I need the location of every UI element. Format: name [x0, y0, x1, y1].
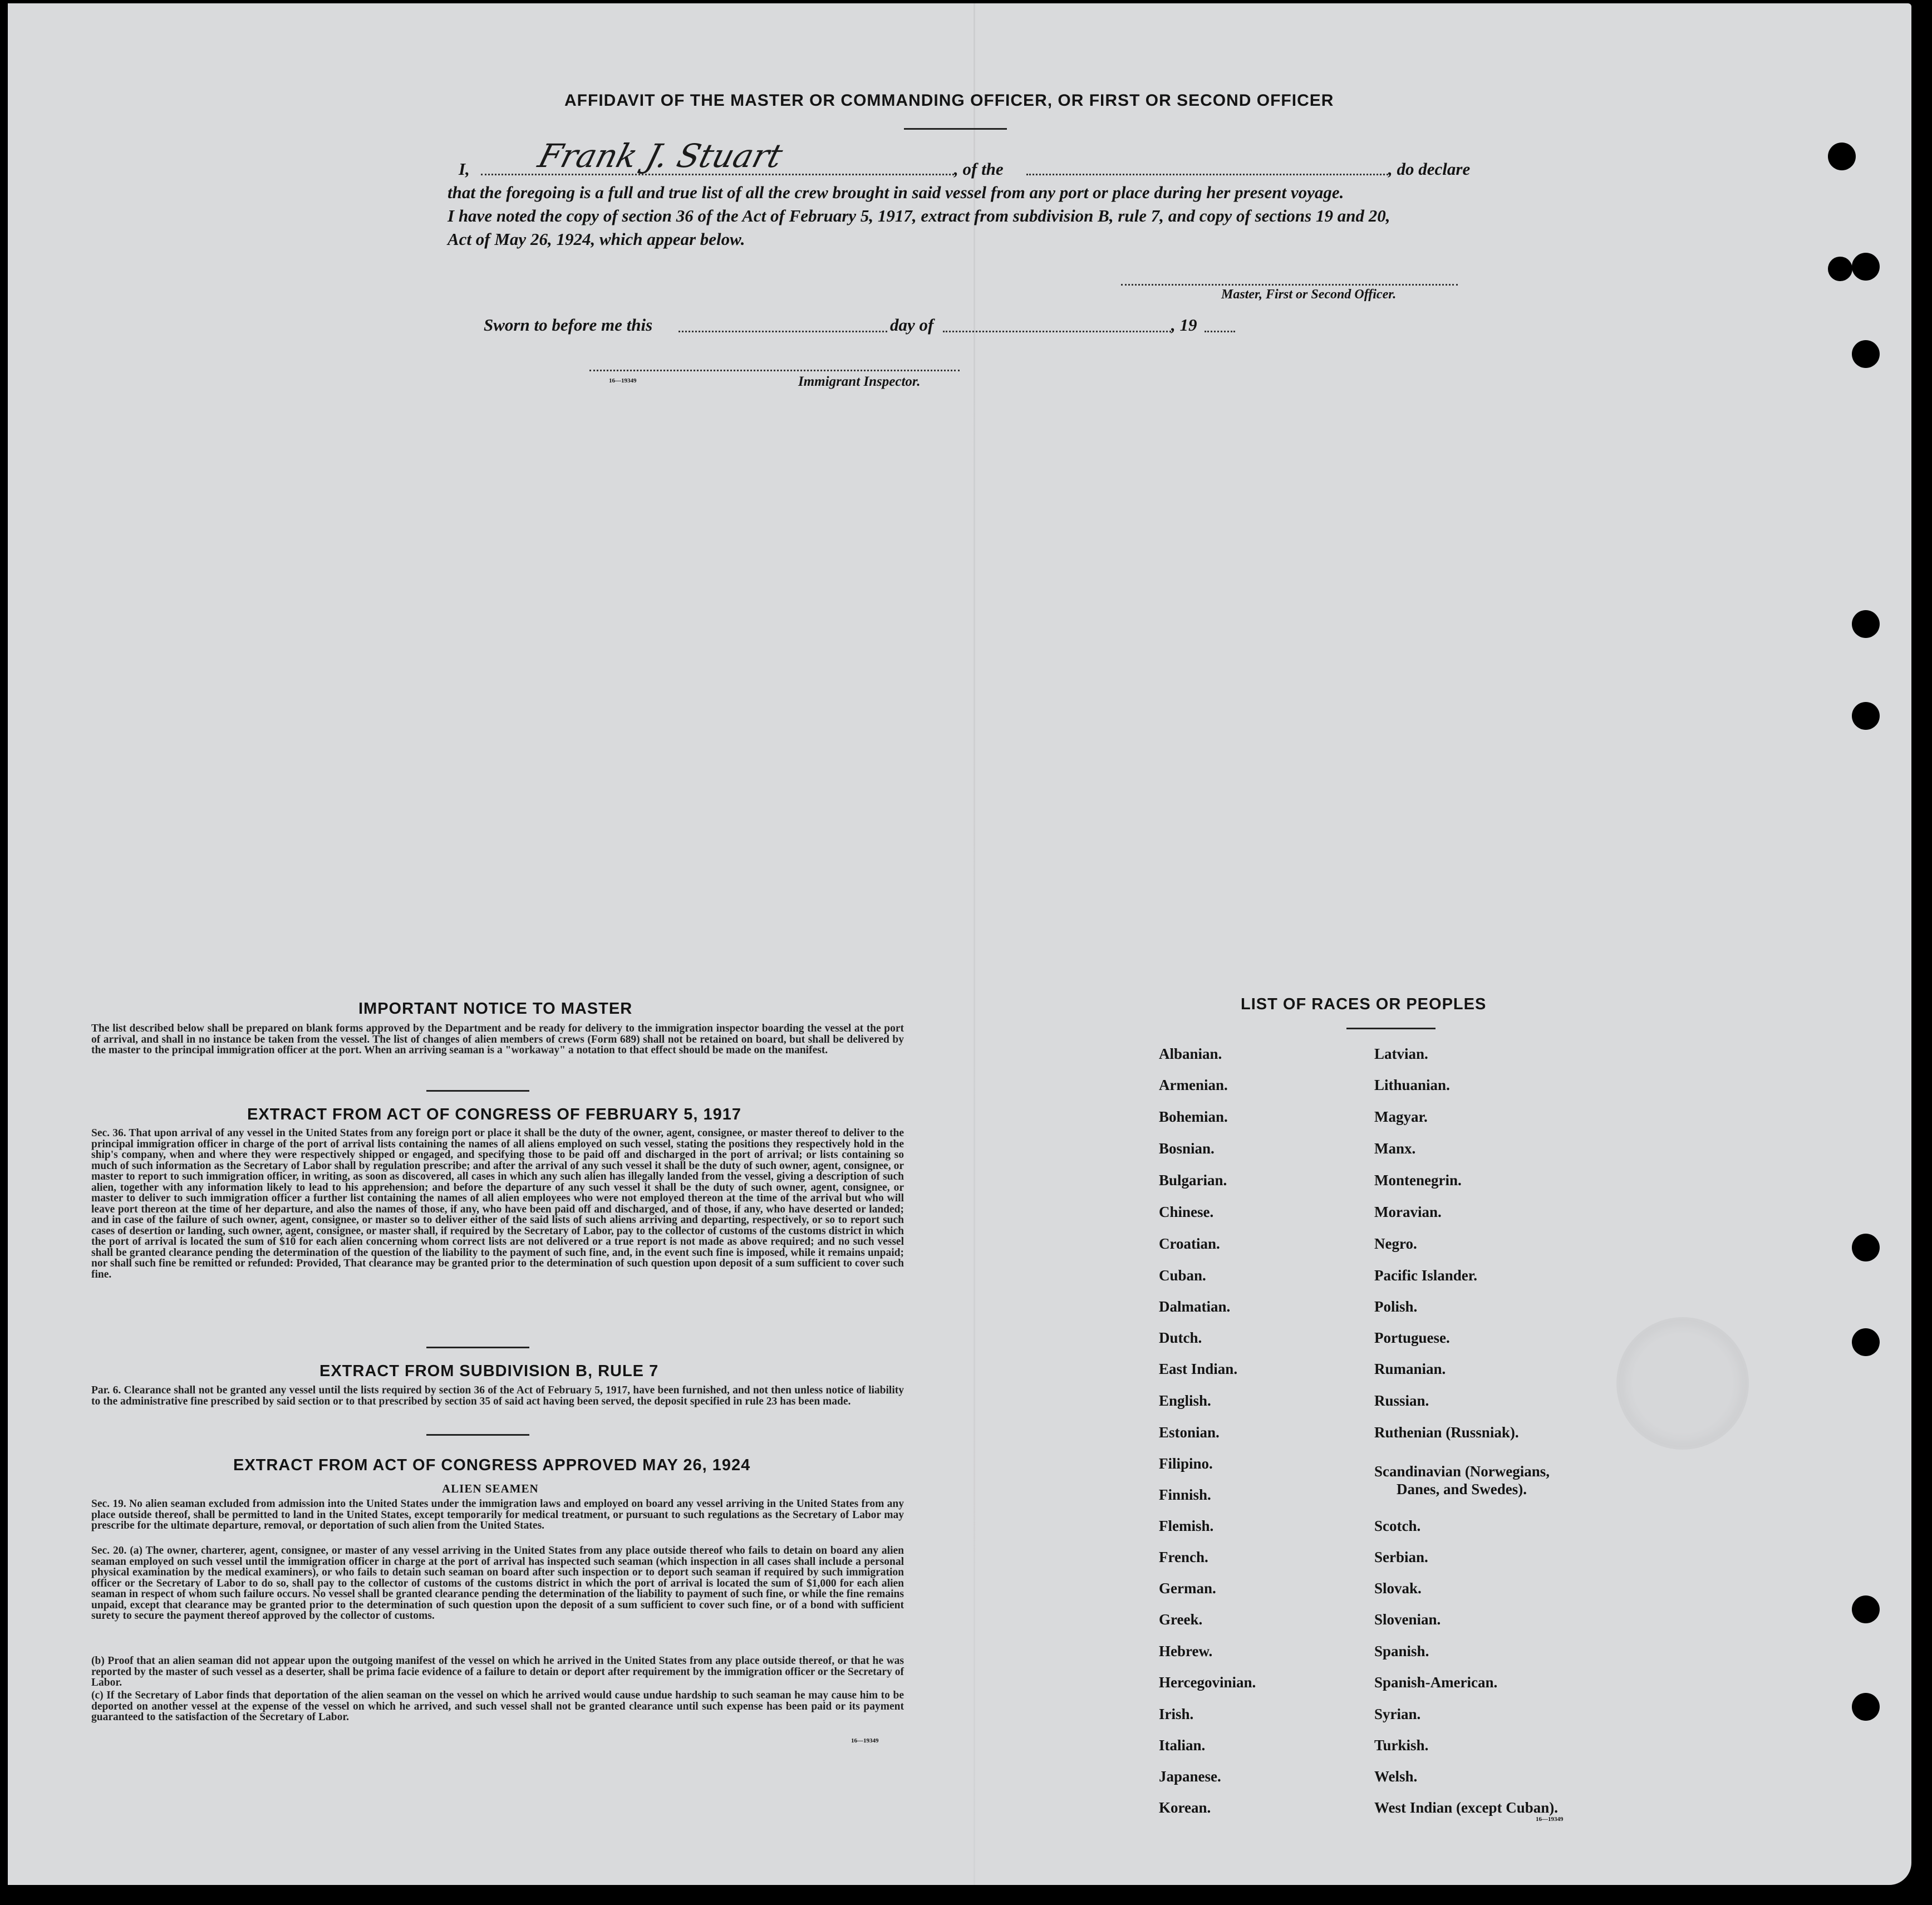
document-page [8, 3, 1911, 1885]
races-rule [1346, 1028, 1436, 1029]
race-left: Cuban. [1159, 1267, 1206, 1284]
race-right: Slovak. [1374, 1580, 1422, 1597]
race-left: English. [1159, 1392, 1211, 1409]
race-left: Filipino. [1159, 1455, 1213, 1472]
binder-hole [1828, 257, 1852, 281]
race-right: Latvian. [1374, 1045, 1428, 1062]
binder-hole [1852, 1693, 1880, 1721]
officer-signature-line [1121, 284, 1458, 286]
affidavit-title: AFFIDAVIT OF THE MASTER OR COMMANDING OFFICER, OR FIRST OR SECOND OFFICER [564, 91, 1334, 110]
form-number-bottom-right: 16—19349 [1536, 1816, 1564, 1823]
extract-1917-rule [426, 1347, 529, 1348]
binder-hole [1828, 143, 1856, 170]
notice-title: IMPORTANT NOTICE TO MASTER [358, 1000, 633, 1018]
race-right: Pacific Islander. [1374, 1267, 1477, 1284]
race-left: Croatian. [1159, 1235, 1220, 1252]
race-left: Dutch. [1159, 1329, 1202, 1346]
race-right: Russian. [1374, 1392, 1429, 1409]
race-right: Welsh. [1374, 1768, 1418, 1785]
sworn-prefix: Sworn to before me this [484, 315, 653, 335]
officer-label: Master, First or Second Officer. [1221, 287, 1397, 302]
sec19-text: Sec. 19. No alien seaman excluded from admission into the United States under the immigration laws and employed on board any vessel arriving in the United States from any place outside thereof, shall be permitted to land in the United States, except temporarily for medical treatment, or pursuant to such regulations as the Secretary of Labor may prescribe for the ultimate departure, removal, or deportation of such alien from the United States. [91, 1498, 904, 1531]
race-left: Hebrew. [1159, 1643, 1213, 1659]
race-left: Bohemian. [1159, 1108, 1228, 1125]
race-left: Japanese. [1159, 1768, 1221, 1785]
race-left: Greek. [1159, 1611, 1203, 1628]
race-right: Scandinavian (Norwegians, [1374, 1463, 1550, 1480]
inspector-label: Immigrant Inspector. [798, 374, 921, 389]
race-left: Flemish. [1159, 1518, 1214, 1534]
binder-hole [1852, 1595, 1880, 1623]
signature: Frank J. Stuart [534, 137, 787, 175]
name-line [481, 174, 954, 175]
extract-1917-title: EXTRACT FROM ACT OF CONGRESS OF FEBRUARY 5, 1917 [247, 1106, 742, 1123]
race-right: Spanish. [1374, 1643, 1429, 1659]
race-right: Slovenian. [1374, 1611, 1441, 1628]
binder-hole [1852, 702, 1880, 730]
extract-1924-title: EXTRACT FROM ACT OF CONGRESS APPROVED MAY 26, 1924 [233, 1456, 751, 1474]
inspector-line [589, 370, 960, 371]
races-title: LIST OF RACES OR PEOPLES [1241, 995, 1487, 1013]
binder-hole [1852, 610, 1880, 638]
race-left: Hercegovinian. [1159, 1674, 1256, 1691]
form-number-top: 16—19349 [609, 377, 637, 384]
sec20b-text: (b) Proof that an alien seaman did not appear upon the outgoing manifest of the vessel on which he arrived in the United States from any place outside thereof, or that he was reported by the master of such vessel as a deserter, shall be prima facie evidence of a failure to detain or deport after requirement by the immigration officer or the Secretary of Labor. [91, 1655, 904, 1688]
race-right: West Indian (except Cuban). [1374, 1799, 1559, 1816]
race-right: Portuguese. [1374, 1329, 1450, 1346]
race-left: Estonian. [1159, 1424, 1220, 1441]
extract-1924-subtitle: ALIEN SEAMEN [442, 1482, 539, 1495]
race-right: Rumanian. [1374, 1361, 1446, 1377]
race-right: Turkish. [1374, 1737, 1429, 1754]
declare-mid: , of the [954, 159, 1004, 179]
sec20c-text: (c) If the Secretary of Labor finds that deportation of the alien seaman on the vessel on which he arrived would cause undue hardship to such seaman he may cause him to be deported on another vessel at the expense of the vessel on which he arrived, and such vessel shall not be granted clearance until such expense has been paid or its payment guaranteed to the satisfaction of the Secretary of Labor. [91, 1690, 904, 1723]
sworn-day-line [679, 331, 887, 332]
race-left: Korean. [1159, 1799, 1211, 1816]
race-right: Montenegrin. [1374, 1172, 1462, 1189]
declare-line-4: Act of May 26, 1924, which appear below. [448, 229, 745, 249]
race-right: Polish. [1374, 1298, 1418, 1315]
sworn-month-line [943, 331, 1171, 332]
race-left: French. [1159, 1549, 1208, 1565]
form-number-bottom-left: 16—19349 [851, 1737, 879, 1744]
binder-hole [1852, 253, 1880, 281]
race-right: Negro. [1374, 1235, 1417, 1252]
race-left: Bulgarian. [1159, 1172, 1227, 1189]
race-right: Lithuanian. [1374, 1077, 1450, 1093]
rule7-rule [426, 1434, 529, 1436]
embossed-seal [1616, 1317, 1749, 1450]
race-right: Danes, and Swedes). [1397, 1481, 1527, 1498]
title-rule [904, 128, 1007, 130]
declare-line-3: I have noted the copy of section 36 of the Act of February 5, 1917, extract from subdivision B, rule 7, and copy of sections 19 and 20, [448, 206, 1390, 225]
race-right: Serbian. [1374, 1549, 1428, 1565]
race-right: Moravian. [1374, 1204, 1442, 1220]
race-left: Irish. [1159, 1706, 1194, 1722]
page-fold [974, 3, 975, 1885]
race-left: East Indian. [1159, 1361, 1238, 1377]
declare-line-2: that the foregoing is a full and true list of all the crew brought in said vessel from any port or place during her present voyage. [448, 183, 1344, 202]
rule7-title: EXTRACT FROM SUBDIVISION B, RULE 7 [319, 1362, 659, 1380]
declare-prefix: I, [459, 159, 470, 179]
race-right: Ruthenian (Russniak). [1374, 1424, 1519, 1441]
sworn-day-label: day of [890, 315, 934, 335]
race-left: Armenian. [1159, 1077, 1228, 1093]
extract-1917-text: Sec. 36. That upon arrival of any vessel in the United States from any foreign port or place it shall be the duty of the owner, agent, consignee, or master thereof to deliver to the principal immigration officer in charge of the port of arrival lists containing the names of all aliens employed on such vessel, stating the positions they respectively hold in the ship's company, when and where they were respectively shipped or engaged, and specifying those to be paid off and discharged in the port of arrival; or lists containing so much of such information as the Secretary of Labor shall by regulation prescribe; and after the arrival of any such vessel it shall be the duty of such owner, agent, consignee, or master to report to such immigration officer, in writing, as soon as discovered, all cases in which any such alien has illegally landed from the vessel, giving a description of such alien, together with any information likely to lead to his apprehension; and before the departure of any such vessel it shall be the duty of such owner, agent, consignee, or master to deliver to such immigration officer a further list containing the names of all alien employees who were not employed thereon at the time of the arrival but who will leave port thereon at the time of her departure, and also the names of those, if any, who have been paid off and discharged, and of those, if any, who have deserted or landed; and in case of the failure of such owner, agent, consignee, or master so to deliver either of the said lists of such aliens arriving and departing, respectively, or so to report such cases of desertion or landing, such owner, agent, consignee, or master shall, if required by the Secretary of Labor, pay to the collector of customs of the customs district in which the port of arrival is located the sum of $10 for each alien concerning whom correct lists are not delivered or a true report is not made as above required; and no such vessel shall be granted clearance pending the determination of the question of the liability to the payment of such fine, and, in the event such fine is imposed, while it remains unpaid; nor shall such fine be remitted or refunded: Provided, That clearance may be granted prior to the determination of such question upon deposit of a sum sufficient to cover such fine. [91, 1127, 904, 1280]
notice-rule [426, 1090, 529, 1092]
sworn-year-line [1205, 331, 1235, 332]
rule7-text: Par. 6. Clearance shall not be granted any vessel until the lists required by section 36 of the Act of February 5, 1917, have been furnished, and not then unless notice of liability to the administrative fine prescribed by said section or to that prescribed by section 35 of said act having been served, the deposit specified in rule 23 has been made. [91, 1384, 904, 1407]
race-right: Spanish-American. [1374, 1674, 1498, 1691]
race-left: Albanian. [1159, 1045, 1222, 1062]
race-right: Scotch. [1374, 1518, 1421, 1534]
race-right: Syrian. [1374, 1706, 1421, 1722]
vessel-line [1026, 174, 1388, 175]
race-right: Magyar. [1374, 1108, 1428, 1125]
race-left: Bosnian. [1159, 1140, 1215, 1157]
binder-hole [1852, 1328, 1880, 1356]
race-right: Manx. [1374, 1140, 1416, 1157]
notice-text: The list described below shall be prepared on blank forms approved by the Department and be ready for delivery to the immigration inspector boarding the vessel at the port of arrival, and shall in no instance be taken from the vessel. The list of changes of alien members of crews (Form 689) shall not be retained on board, but shall be delivered by the master to the principal immigration officer at the port. When an arriving seaman is a "workaway" a notation to that effect should be made on the manifest. [91, 1023, 904, 1056]
sec20a-text: Sec. 20. (a) The owner, charterer, agent, consignee, or master of any vessel arriving in the United States from any place outside thereof who fails to detain on board any alien seaman employed on such vessel until the immigration officer in charge at the port of arrival has inspected such seaman (which inspection in all cases shall include a personal physical examination by the medical examiners), or who fails to detain such seaman on board after such inspection or to deport such seaman if required by such immigration officer or the Secretary of Labor to do so, shall pay to the collector of customs of the customs district in which the port of arrival is located the sum of $1,000 for each alien seaman in respect of whom such failure occurs. No vessel shall be granted clearance pending the determination of the liability to payment of such fine, or while the fine remains unpaid, except that clearance may be granted prior to the determination of such question upon the deposit of a sum sufficient to cover such fine, or of a bond with sufficient surety to secure the payment thereof approved by the collector of customs. [91, 1545, 904, 1622]
race-left: German. [1159, 1580, 1216, 1597]
race-left: Chinese. [1159, 1204, 1214, 1220]
binder-hole [1852, 1234, 1880, 1261]
binder-hole [1852, 340, 1880, 368]
race-left: Finnish. [1159, 1486, 1211, 1503]
sworn-year-label: , 19 [1171, 315, 1197, 335]
race-left: Dalmatian. [1159, 1298, 1231, 1315]
race-left: Italian. [1159, 1737, 1206, 1754]
declare-suffix: , do declare [1388, 159, 1471, 179]
